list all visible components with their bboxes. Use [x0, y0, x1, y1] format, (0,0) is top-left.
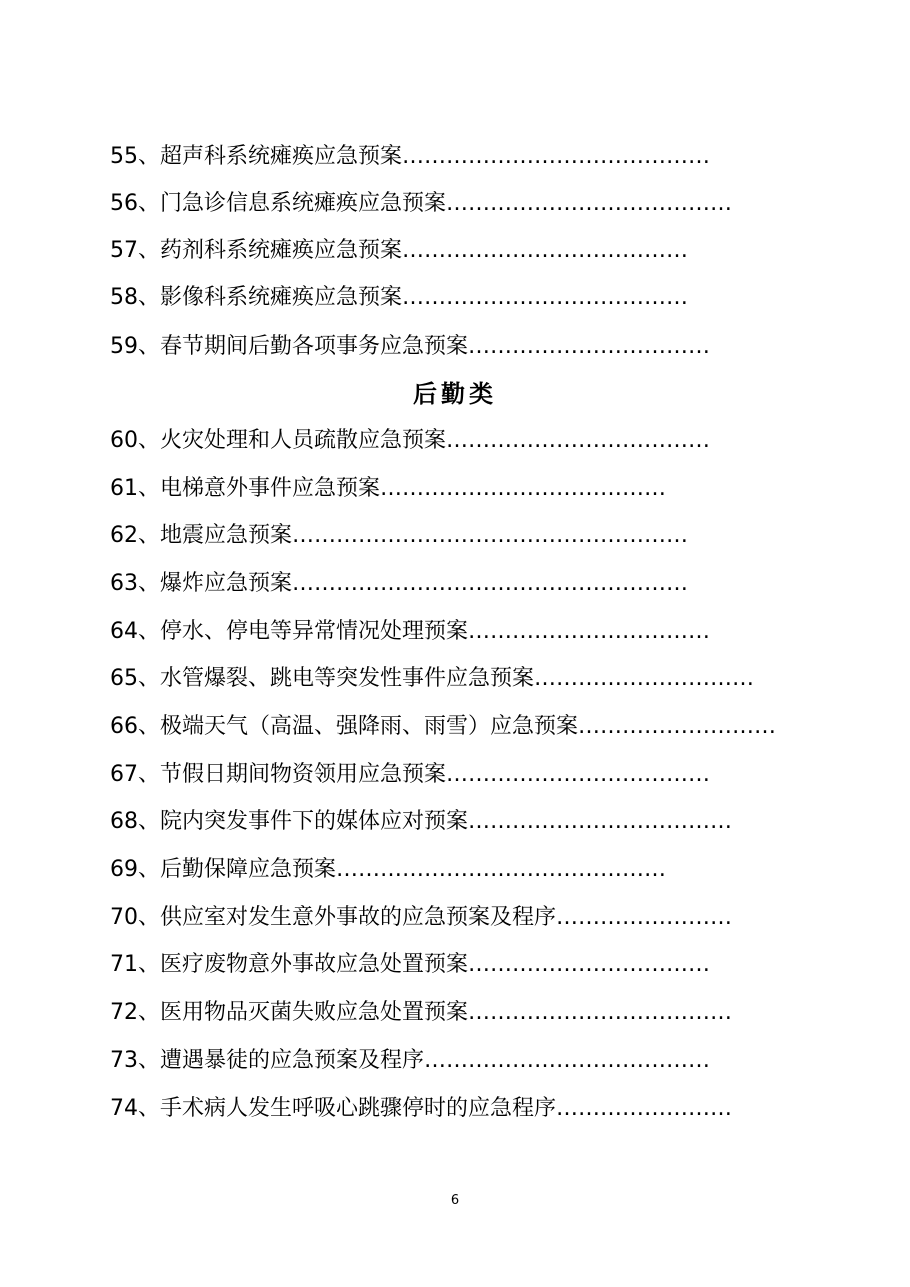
toc-entry-65: [110, 663, 754, 695]
toc-entry-74: [110, 1093, 732, 1125]
toc-entry-56: [110, 188, 732, 220]
toc-entry-title: 67、节假日期间物资领用应急预案: [110, 762, 446, 787]
toc-entry-title: 61、电梯意外事件应急预案: [110, 476, 380, 501]
toc-entry-title: 68、院内突发事件下的媒体应对预案: [110, 809, 468, 834]
toc-entry-61: [110, 473, 666, 505]
toc-entry-title: 70、供应室对发生意外事故的应急预案及程序: [110, 905, 556, 930]
toc-entry-title: 60、火灾处理和人员疏散应急预案: [110, 428, 446, 453]
toc-entry-70: [110, 902, 732, 934]
toc-entry-title: 73、遭遇暴徒的应急预案及程序: [110, 1048, 424, 1073]
toc-entry-60: [110, 425, 710, 457]
toc-leader: ………………………………: [468, 809, 732, 834]
toc-entry-title: 72、医用物品灭菌失败应急处置预案: [110, 1000, 468, 1025]
toc-leader: ……………………: [556, 1096, 732, 1121]
toc-leader: ………………………………………: [336, 857, 666, 882]
toc-entry-68: [110, 806, 732, 838]
toc-entry-55: [110, 141, 710, 173]
toc-entry-64: [110, 616, 710, 648]
toc-entry-59: [110, 331, 710, 363]
toc-leader: ………………………………………………: [292, 523, 688, 548]
toc-leader: ……………………………: [468, 619, 710, 644]
toc-leader: …………………………………: [446, 191, 732, 216]
toc-leader: …………………………: [534, 666, 754, 691]
toc-entry-67: [110, 759, 710, 791]
toc-leader: ……………………………: [468, 952, 710, 977]
toc-entry-title: 66、极端天气（高温、强降雨、雨雪）应急预案: [110, 714, 578, 739]
toc-entry-title: 55、超声科系统瘫痪应急预案: [110, 144, 402, 169]
toc-entry-62: [110, 520, 688, 552]
toc-entry-57: [110, 235, 688, 267]
toc-entry-title: 74、手术病人发生呼吸心跳骤停时的应急程序: [110, 1096, 556, 1121]
toc-entry-66: [110, 711, 776, 743]
toc-leader: ………………………………………………: [292, 571, 688, 596]
toc-entry-69: [110, 854, 666, 886]
toc-entry-73: [110, 1045, 710, 1077]
toc-leader: ………………………………: [446, 762, 710, 787]
section-title: 后勤类: [413, 380, 497, 408]
toc-leader: ………………………………: [468, 1000, 732, 1025]
toc-leader: ……………………: [556, 905, 732, 930]
toc-entry-title: 63、爆炸应急预案: [110, 571, 292, 596]
toc-leader: …………………………………: [380, 476, 666, 501]
toc-entry-63: [110, 568, 688, 600]
page-number: 6: [450, 1193, 460, 1208]
toc-entry-title: 64、停水、停电等异常情况处理预案: [110, 619, 468, 644]
toc-entry-title: 65、水管爆裂、跳电等突发性事件应急预案: [110, 666, 534, 691]
toc-entry-title: 59、春节期间后勤各项事务应急预案: [110, 334, 468, 359]
toc-entry-title: 57、药剂科系统瘫痪应急预案: [110, 238, 402, 263]
toc-leader: ……………………………………: [402, 144, 710, 169]
toc-leader: ……………………………: [468, 334, 710, 359]
toc-leader: ………………………………: [446, 428, 710, 453]
toc-entry-71: [110, 949, 710, 981]
toc-entry-72: [110, 997, 732, 1029]
toc-leader: …………………………………: [402, 285, 688, 310]
toc-entry-title: 62、地震应急预案: [110, 523, 292, 548]
toc-entry-58: [110, 282, 688, 314]
toc-entry-title: 56、门急诊信息系统瘫痪应急预案: [110, 191, 446, 216]
toc-leader: …………………………………: [424, 1048, 710, 1073]
toc-leader: ………………………: [578, 714, 776, 739]
toc-leader: …………………………………: [402, 238, 688, 263]
toc-entry-title: 71、医疗废物意外事故应急处置预案: [110, 952, 468, 977]
toc-entry-title: 69、后勤保障应急预案: [110, 857, 336, 882]
toc-entry-title: 58、影像科系统瘫痪应急预案: [110, 285, 402, 310]
